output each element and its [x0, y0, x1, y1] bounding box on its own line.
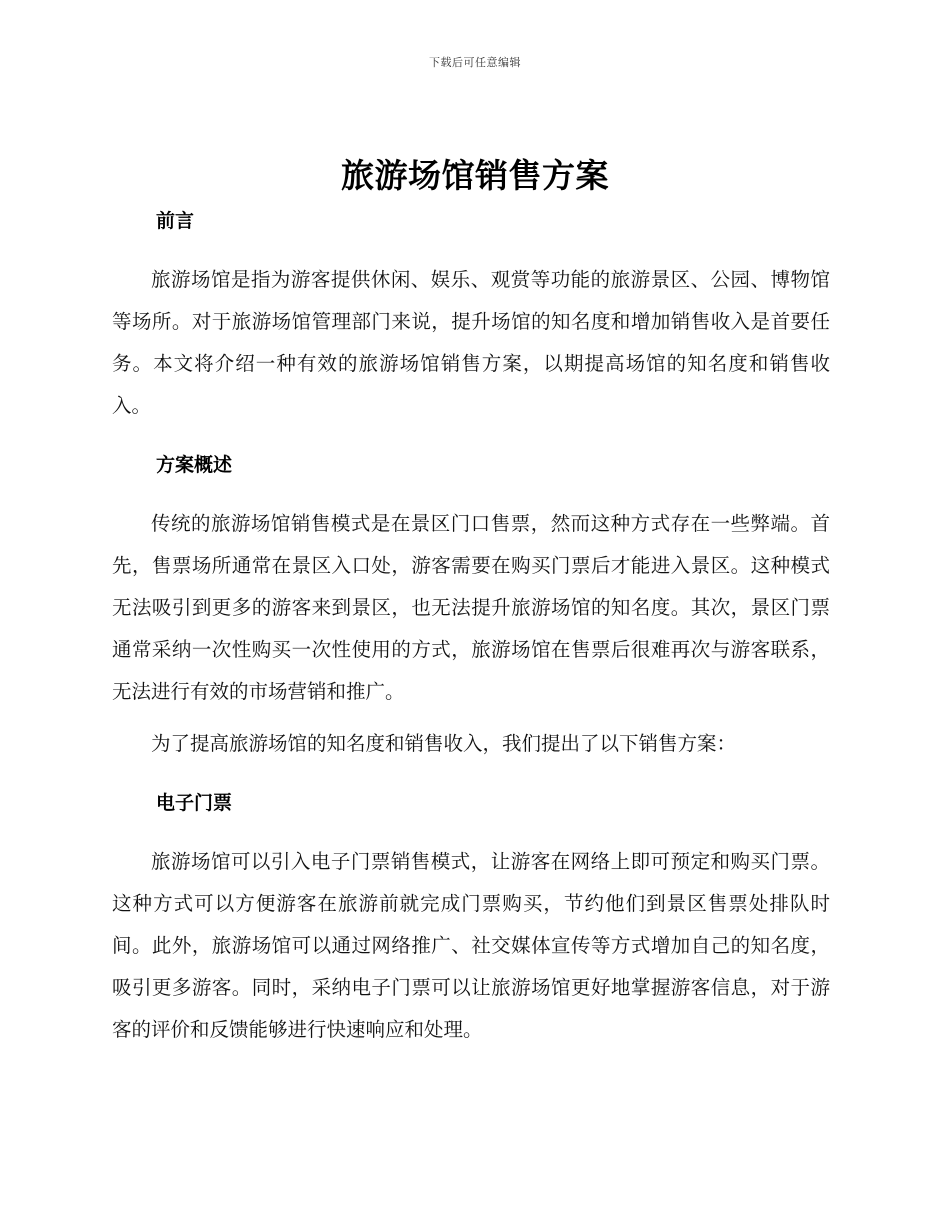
section-heading-overview: 方案概述	[156, 454, 233, 476]
section-heading-preface: 前言	[156, 210, 195, 232]
header-note: 下载后可任意编辑	[429, 56, 521, 69]
paragraph-eticket: 旅游场馆可以引入电子门票销售模式，让游客在网络上即可预定和购买门票。这种方式可以方便游客在旅游前就完成门票购买，节约他们到景区售票处排队时间。此外，旅游场馆可以通过网络推广、社交媒体宣传等方式增加自己的知名度，吸引更多游客。同时，采纳电子门票可以让旅游场馆更好地掌握游客信息，对于游客的评价和反馈能够进行快速响应和处理。	[112, 850, 830, 1041]
paragraph-overview-1: 传统的旅游场馆销售模式是在景区门口售票，然而这种方式存在一些弊端。首先，售票场所通常在景区入口处，游客需要在购买门票后才能进入景区。这种模式无法吸引到更多的游客来到景区，也无法提升旅游场馆的知名度。其次，景区门票通常采纳一次性购买一次性使用的方式，旅游场馆在售票后很难再次与游客联系，无法进行有效的市场营销和推广。	[112, 512, 830, 703]
paragraph-overview-2: 为了提高旅游场馆的知名度和销售收入，我们提出了以下销售方案：	[151, 732, 737, 755]
section-heading-eticket: 电子门票	[156, 792, 233, 814]
paragraph-preface: 旅游场馆是指为游客提供休闲、娱乐、观赏等功能的旅游景区、公园、博物馆等场所。对于旅游场馆管理部门来说，提升场馆的知名度和增加销售收入是首要任务。本文将介绍一种有效的旅游场馆销售方案，以期提高场馆的知名度和销售收入。	[112, 268, 830, 417]
document-title: 旅游场馆销售方案	[341, 156, 609, 195]
document-body	[112, 205, 830, 1051]
